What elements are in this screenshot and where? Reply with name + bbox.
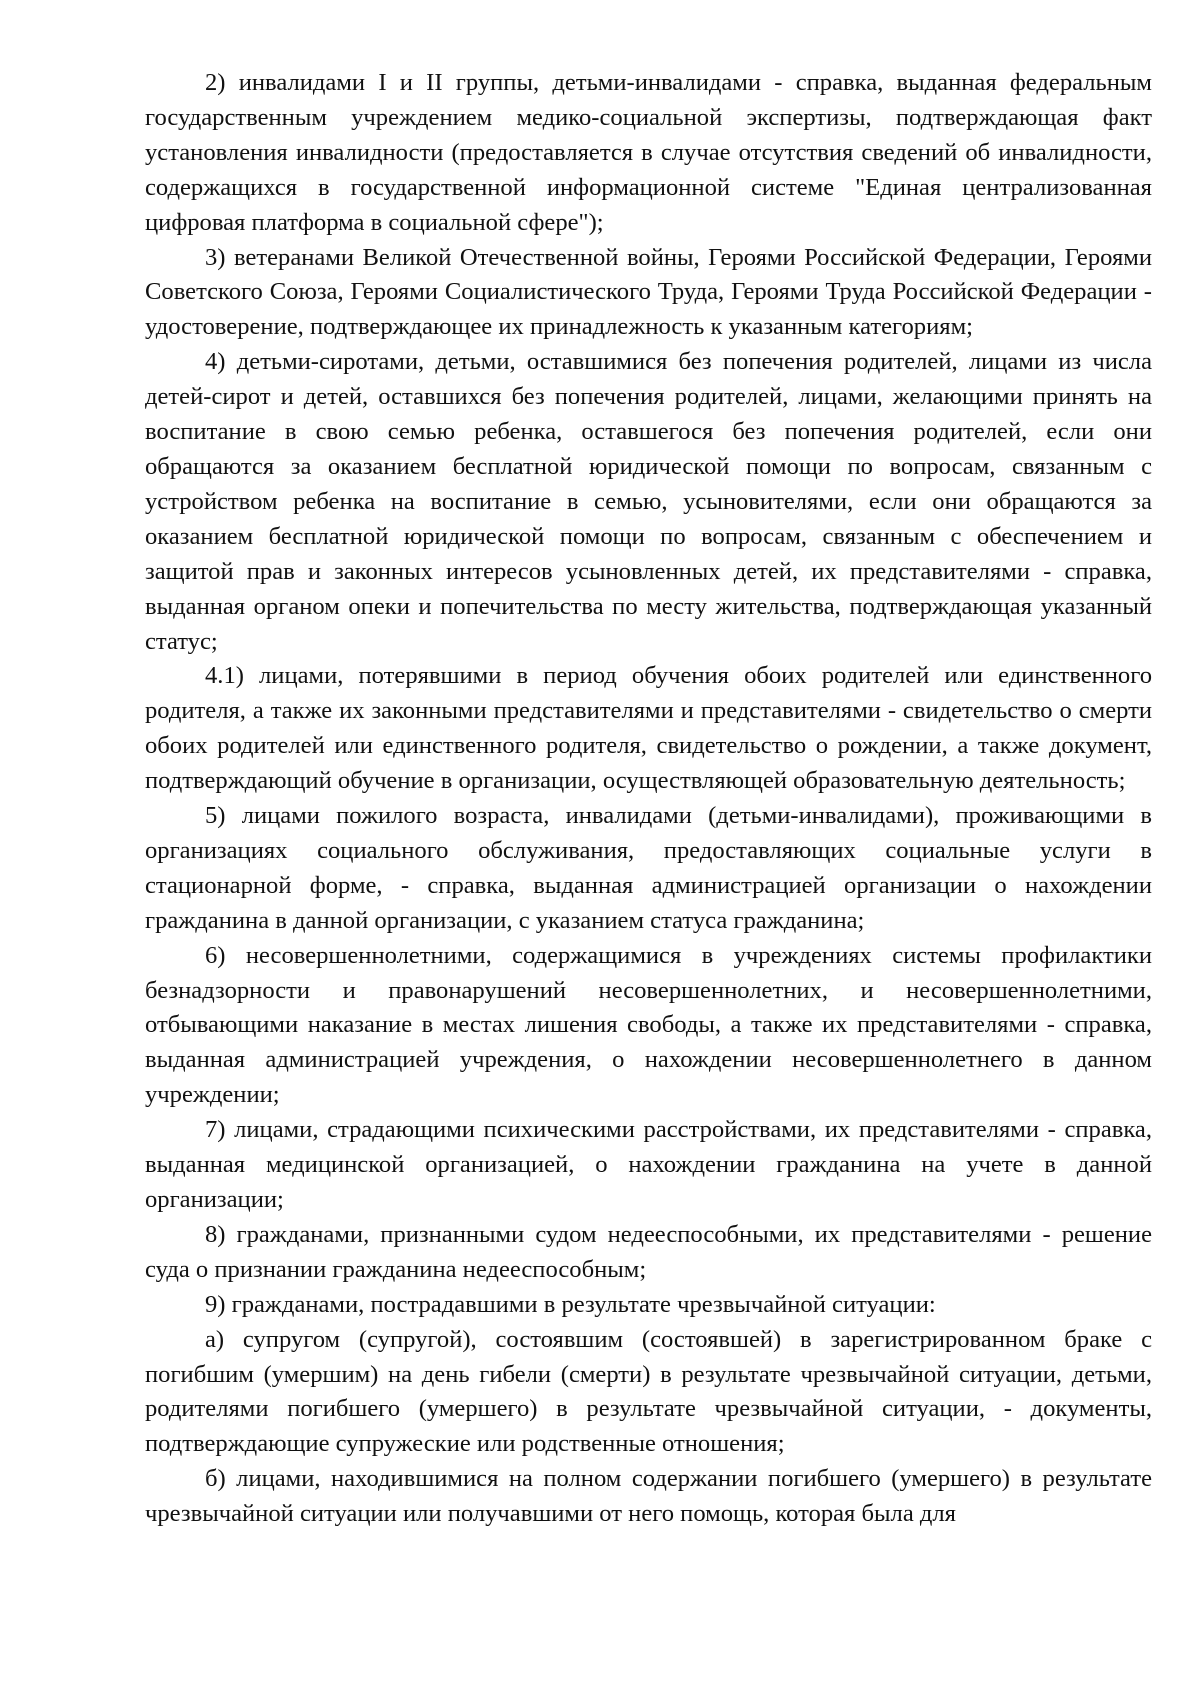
paragraph-item-8: 8) гражданами, признанными судом недееспособными, их представителями - решение суда о признании гражданина недееспособным; — [145, 1220, 1152, 1283]
paragraph-item-4-1: 4.1) лицами, потерявшими в период обучения обоих родителей или единственного родителя, а также их законными представителями и представителями - свидетельство о смерти обоих родителей или единственного родителя, свидетельство о рождении, а также документ, подтверждающий обучение в организации, осуществляющей образовательную деятельность; — [145, 662, 1152, 795]
paragraph-item-4: 4) детьми-сиротами, детьми, оставшимися без попечения родителей, лицами из числа детей-сирот и детей, оставшихся без попечения родителей, лицами, желающими принять на воспитание в свою семью ребенка, оставшегося без попечения родителей, если они обращаются за оказанием бесплатной юридической помощи по вопросам, связанным с устройством ребенка на воспитание в семью, усыновителями, если они обращаются за оказанием бесплатной юридической помощи по вопросам, связанным с обеспечением и защитой прав и законных интересов усыновленных детей, их представителями - справка, выданная органом опеки и попечительства по месту жительства, подтверждающая указанный статус; — [145, 348, 1152, 655]
paragraph-item-3: 3) ветеранами Великой Отечественной войны, Героями Российской Федерации, Героями Советского Союза, Героями Социалистического Труда, Героями Труда Российской Федерации - удостоверение, подтверждающее их принадлежность к указанным категориям; — [145, 243, 1152, 341]
paragraph-subitem-b: б) лицами, находившимися на полном содержании погибшего (умершего) в результате чрезвычайной ситуации или получавшими от него помощь, которая была для — [145, 1465, 1152, 1528]
paragraph-item-9: 9) гражданами, пострадавшими в результате чрезвычайной ситуации: — [205, 1290, 936, 1318]
document-page — [145, 66, 1152, 1532]
paragraph-item-5: 5) лицами пожилого возраста, инвалидами (детьми-инвалидами), проживающими в организациях социального обслуживания, предоставляющих социальные услуги в стационарной форме, - справка, выданная администрацией организации о нахождении гражданина в данной организации, с указанием статуса гражданина; — [145, 802, 1152, 934]
paragraph-item-6: 6) несовершеннолетними, содержащимися в учреждениях системы профилактики безнадзорности и правонарушений несовершеннолетних, и несовершеннолетними, отбывающими наказание в местах лишения свободы, а также их представителями - справка, выданная администрацией учреждения, о нахождении несовершеннолетнего в данном учреждении; — [145, 941, 1152, 1109]
paragraph-item-7: 7) лицами, страдающими психическими расстройствами, их представителями - справка, выданная медицинской организацией, о нахождении гражданина на учете в данной организации; — [145, 1116, 1152, 1213]
paragraph-item-2: 2) инвалидами I и II группы, детьми-инвалидами - справка, выданная федеральным государственным учреждением медико-социальной экспертизы, подтверждающая факт установления инвалидности (предоставляется в случае отсутствия сведений об инвалидности, содержащихся в государственной информационной системе "Единая централизованная цифровая платформа в социальной сфере"); — [145, 69, 1152, 236]
paragraph-subitem-a: а) супругом (супругой), состоявшим (состоявшей) в зарегистрированном браке с погибшим (умершим) на день гибели (смерти) в результате чрезвычайной ситуации, детьми, родителями погибшего (умершего) в результате чрезвычайной ситуации, - документы, подтверждающие супружеские или родственные отношения; — [145, 1325, 1152, 1458]
